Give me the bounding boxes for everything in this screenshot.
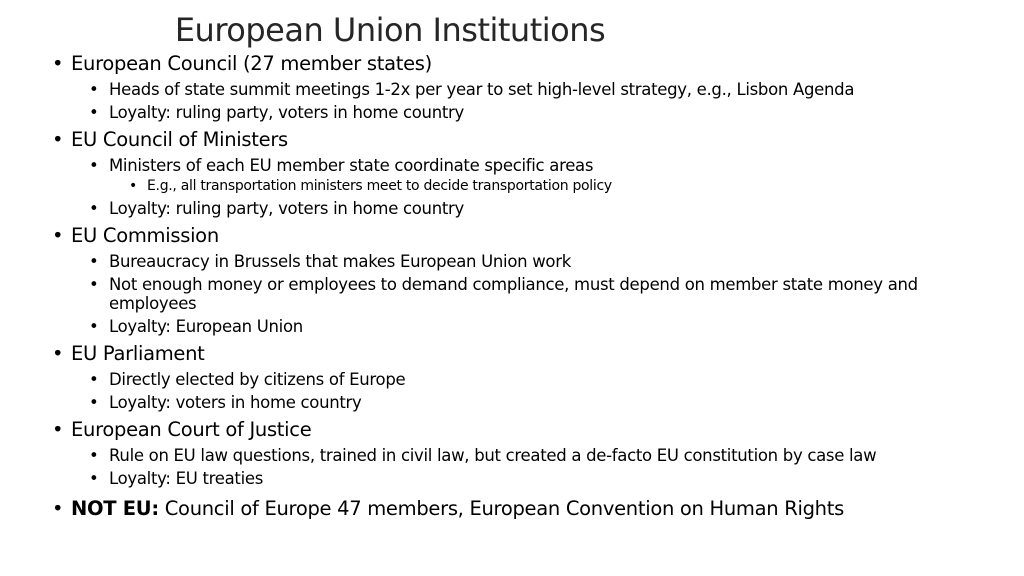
bullet-glyph: • (89, 393, 99, 412)
heading-text: European Council (27 member states) (71, 52, 432, 75)
list-item (52, 199, 997, 218)
item-text: Loyalty: voters in home country (109, 393, 362, 412)
section-heading-european-council (52, 52, 997, 76)
bullet-glyph: • (52, 342, 64, 365)
bullet-glyph: • (89, 370, 99, 389)
heading-text: European Court of Justice (71, 418, 312, 441)
list-item (52, 393, 997, 412)
bullet-glyph: • (89, 317, 99, 336)
list-item (52, 446, 997, 465)
list-item (52, 156, 997, 175)
not-eu-label: NOT EU: (71, 497, 159, 520)
bullet-glyph: • (89, 156, 99, 175)
bullet-glyph: • (89, 103, 99, 122)
section-heading-parliament (52, 342, 997, 366)
section-heading-commission (52, 224, 997, 248)
section-heading-council-of-ministers (52, 128, 997, 152)
item-text: Ministers of each EU member state coordinate specific areas (109, 156, 594, 175)
bullet-list (52, 52, 997, 521)
item-text: Loyalty: EU treaties (109, 469, 263, 488)
item-text: Directly elected by citizens of Europe (109, 370, 406, 389)
item-text: Loyalty: ruling party, voters in home country (109, 103, 464, 122)
list-item (52, 370, 997, 389)
item-text: Bureaucracy in Brussels that makes European Union work (109, 252, 571, 271)
heading-text: EU Council of Ministers (71, 128, 288, 151)
list-item (52, 252, 997, 271)
list-item (52, 469, 997, 488)
bullet-glyph: • (52, 52, 64, 75)
bullet-glyph: • (89, 199, 99, 218)
bullet-glyph: • (129, 178, 137, 194)
bullet-glyph: • (89, 275, 99, 294)
bullet-glyph: • (52, 224, 64, 247)
list-item (52, 80, 997, 99)
item-text: Loyalty: European Union (109, 317, 303, 336)
bullet-glyph: • (52, 128, 64, 151)
bullet-glyph: • (52, 497, 64, 520)
list-item (52, 103, 997, 122)
bullet-glyph: • (89, 446, 99, 465)
bullet-glyph: • (89, 252, 99, 271)
item-text: Heads of state summit meetings 1-2x per year to set high-level strategy, e.g., Lisbon Agenda (109, 80, 855, 99)
bullet-glyph: • (89, 469, 99, 488)
bullet-glyph: • (89, 80, 99, 99)
slide-title: European Union Institutions (174, 11, 606, 49)
heading-text: EU Parliament (71, 342, 205, 365)
item-text: E.g., all transportation ministers meet to decide transportation policy (147, 178, 612, 194)
list-item (52, 317, 997, 336)
not-eu-bullet (52, 497, 997, 521)
list-item (52, 275, 997, 313)
not-eu-text: Council of Europe 47 members, European Convention on Human Rights (158, 497, 844, 520)
item-text: Rule on EU law questions, trained in civil law, but created a de-facto EU constitution by case law (109, 446, 877, 465)
list-item (52, 178, 997, 195)
heading-text: EU Commission (71, 224, 219, 247)
item-text: Not enough money or employees to demand compliance, must depend on member state money and employees (109, 275, 918, 313)
item-text: Loyalty: ruling party, voters in home country (109, 199, 464, 218)
bullet-glyph: • (52, 418, 64, 441)
section-heading-court-of-justice (52, 418, 997, 442)
